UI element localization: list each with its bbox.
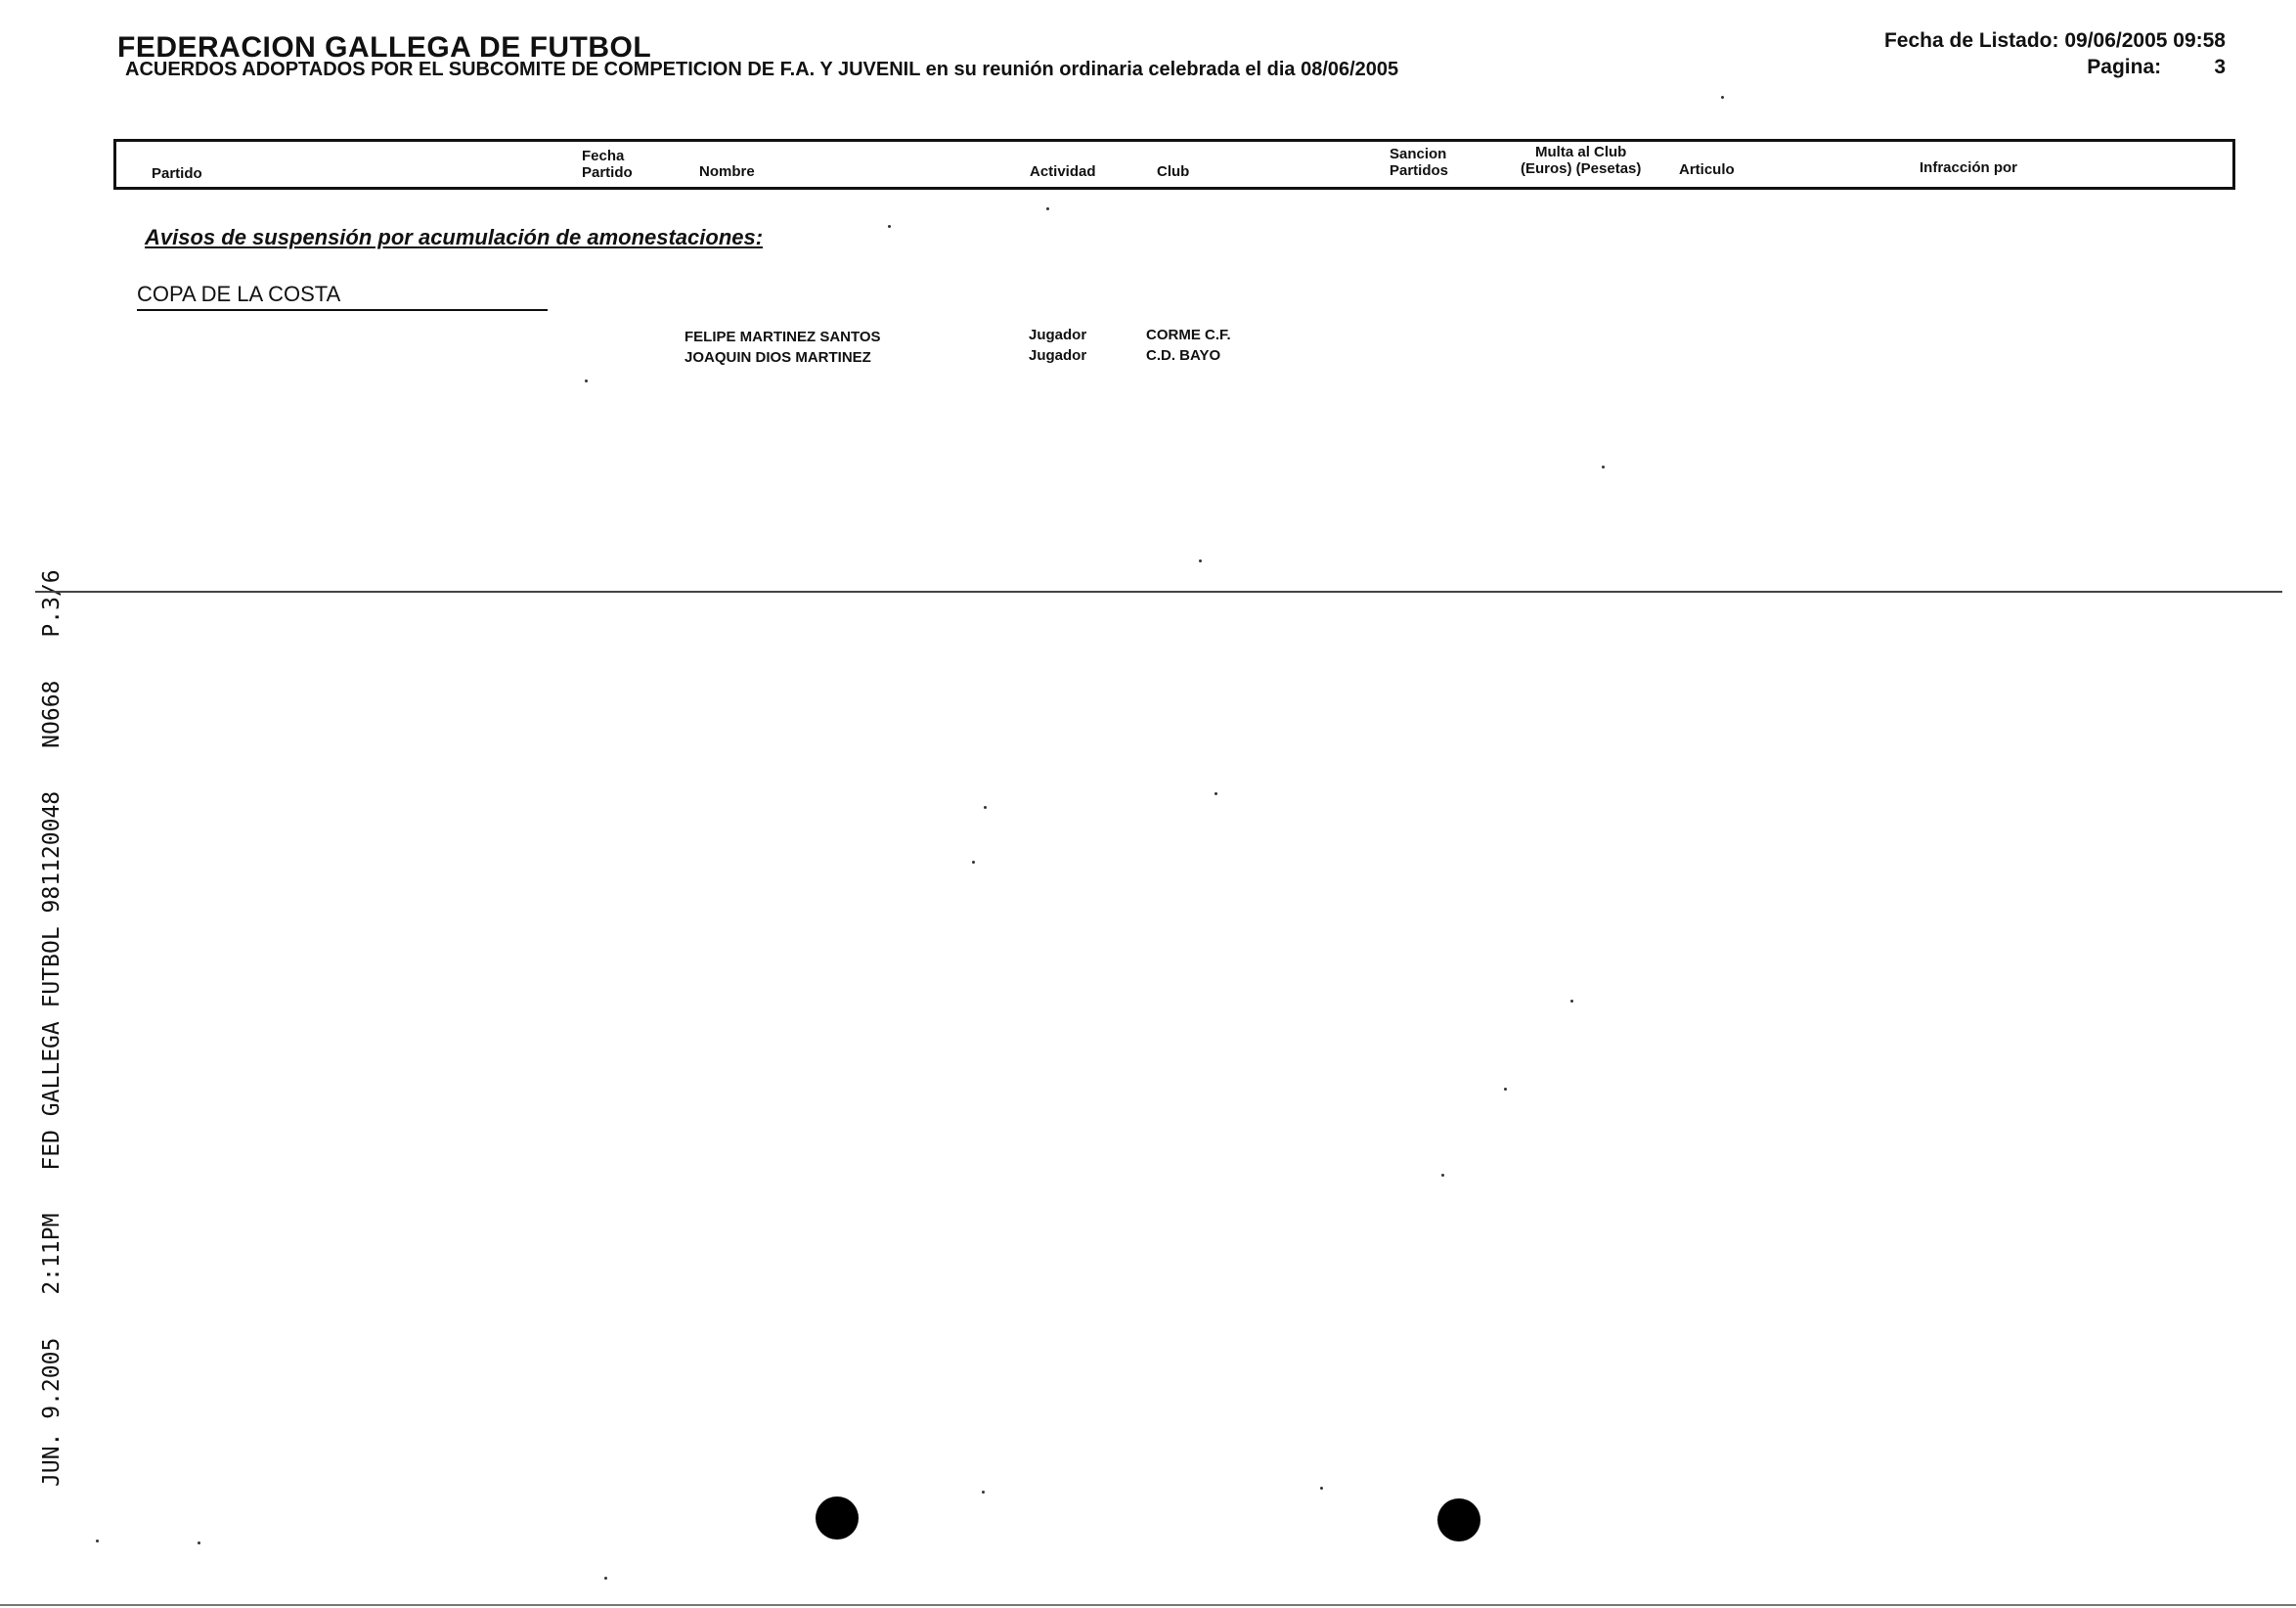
col-sancion-line1: Sancion [1390,146,1447,162]
scan-speck [96,1540,99,1542]
fax-number: NO668 [39,680,65,748]
fax-page: P.3/6 [39,569,65,638]
col-multa-pesetas: (Pesetas) [1575,160,1642,177]
col-partido: Partido [152,165,202,182]
scan-speck [888,225,891,228]
col-sancion-partidos [1390,146,1448,179]
fax-date: JUN. 9.2005 [39,1337,65,1487]
fax-header-margin [39,117,78,1487]
scan-speck [604,1577,607,1580]
col-fecha-line2: Partido [582,164,633,181]
bottom-edge-line [0,1604,2296,1606]
scan-speck [1721,96,1724,99]
col-multa-currencies [1521,160,1641,177]
scan-speck [1570,1000,1573,1003]
record-nombre: FELIPE MARTINEZ SANTOS [684,329,881,345]
col-sancion-line2: Partidos [1390,162,1449,179]
competition-title: COPA DE LA COSTA [137,282,548,311]
page-label: Pagina: [2087,56,2162,78]
scan-speck [1320,1487,1323,1490]
listing-date-label: Fecha de Listado: [1883,29,2059,52]
document-subtitle: ACUERDOS ADOPTADOS POR EL SUBCOMITE DE COMPETICION DE F.A. Y JUVENIL en su reunión ordinaria celebrada el dia 08/06/2005 [125,59,1399,80]
scan-speck [1441,1174,1444,1177]
record-nombre: JOAQUIN DIOS MARTINEZ [684,349,871,366]
scan-speck [1046,207,1049,210]
record-club: C.D. BAYO [1146,347,1221,364]
listing-date-row [1884,27,2226,54]
col-nombre: Nombre [699,163,755,180]
col-actividad: Actividad [1030,163,1096,180]
scan-speck [1504,1088,1507,1091]
record-actividad: Jugador [1029,327,1087,343]
col-multa-label: Multa al Club [1535,144,1627,160]
scan-speck [972,861,975,864]
document-title: FEDERACION GALLEGA DE FUTBOL [117,31,652,64]
col-multa-club [1521,144,1641,177]
scan-speck [1602,466,1605,469]
col-infraccion: Infracción por [1920,159,2018,176]
scan-speck [982,1491,985,1494]
listing-info [1884,27,2226,80]
col-fecha-line1: Fecha [582,148,625,164]
column-header-box [113,139,2235,190]
record-actividad: Jugador [1029,347,1087,364]
col-fecha-partido [582,148,633,181]
section-title: Avisos de suspensión por acumulación de amonestaciones: [145,225,764,249]
col-articulo: Articulo [1679,161,1735,178]
page-number-row [1884,54,2226,80]
fax-page-divider [35,591,2282,593]
scan-speck [585,380,588,382]
fax-time: 2:11PM [39,1213,65,1295]
scan-speck [1199,559,1202,562]
page-number: 3 [2214,56,2226,78]
record-club: CORME C.F. [1146,327,1231,343]
scan-speck [984,806,987,809]
scan-speck [198,1541,200,1544]
punch-hole-left [816,1496,859,1540]
col-club: Club [1157,163,1190,180]
listing-date-value: 09/06/2005 09:58 [2064,29,2226,52]
fax-sender: FED GALLEGA FUTBOL 981120048 [39,790,65,1171]
scan-speck [1214,792,1217,795]
col-multa-euros: (Euros) [1521,160,1572,177]
punch-hole-right [1437,1498,1480,1541]
